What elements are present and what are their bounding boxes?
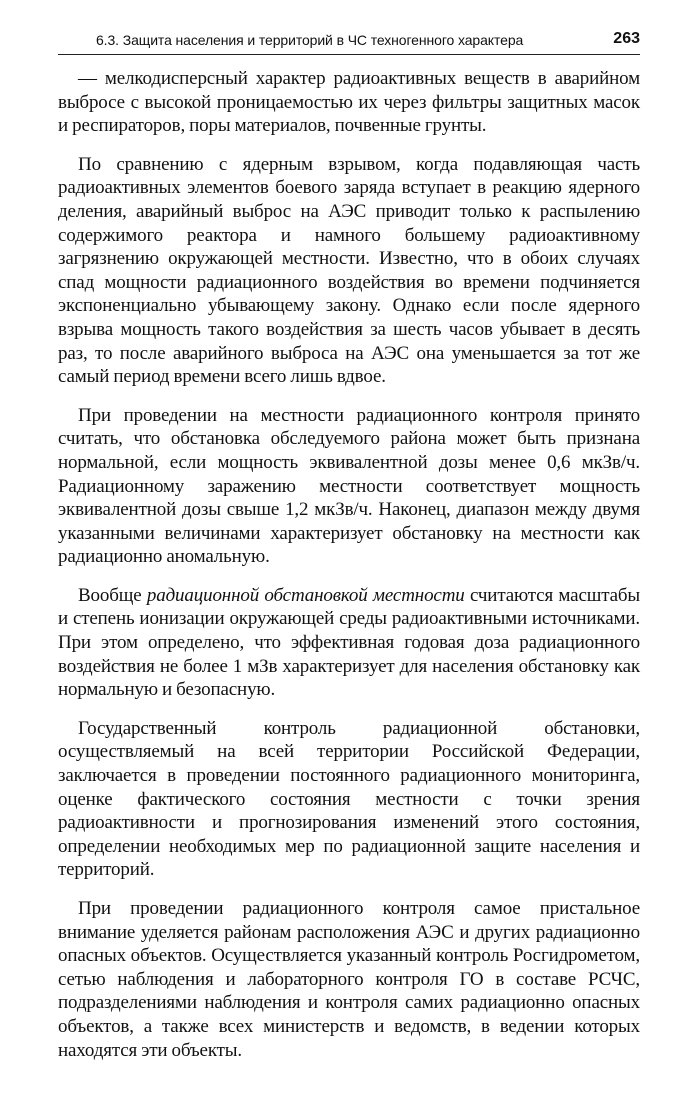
- paragraph-6: При проведении радиационного контроля самое пристальное внимание уделяется районам расположения АЭС и других радиационно опасных объектов. Осуществляется указанный контроль Росгидрометом, сетью наблюдения и лабораторного контроля ГО в составе РСЧС, подразделениями наблюдения и контроля самих радиационно опасных объектов, а также всех министерств и ведомств, в ведении которых находятся эти объекты.: [58, 898, 640, 1061]
- paragraph-4-lead: Вообще: [78, 584, 147, 606]
- paragraph-4: [58, 584, 640, 702]
- paragraph-1: — мелкодисперсный характер радиоактивных веществ в аварийном выбросе с высокой проницаемостью их через фильтры защитных масок и респираторов, поры материалов, почвенные грунты.: [58, 68, 640, 137]
- paragraph-5: Государственный контроль радиационной обстановки, осуществляемый на всей территории Российской Федерации, заключается в проведении постоянного радиационного мониторинга, оценке фактического состояния местности с точки зрения радиоактивности и прогнозирования изменений этого состояния, определении необходимых мер по радиационной защите населения и территорий.: [58, 717, 640, 881]
- term-radiation-situation: радиационной обстановкой местности: [146, 584, 465, 606]
- running-header: [58, 26, 640, 55]
- body-text: [58, 67, 640, 1062]
- paragraph-3: При проведении на местности радиационного контроля принято считать, что обстановка обследуемого района может быть признана нормальной, если мощность эквивалентной дозы менее 0,6 мкЗв/ч. Радиационному заражению местности соответствует мощность эквивалентной дозы свыше 1,2 мкЗв/ч. Наконец, диапазон между двумя указанными величинами характеризует обстановку на местности как радиационно аномальную.: [58, 404, 640, 568]
- book-page: [58, 26, 640, 1077]
- paragraph-2: По сравнению с ядерным взрывом, когда подавляющая часть радиоактивных элементов боевого заряда вступает в реакцию ядерного деления, аварийный выброс на АЭС приводит только к распылению содержимого реактора и намного большему радиоактивному загрязнению окружающей местности. Известно, что в обоих случаях спад мощности радиационного воздействия во времени подчиняется экспоненциально убывающему закону. Однако если после ядерного взрыва мощность такого воздействия за шесть часов убывает в десять раз, то после аварийного выброса на АЭС она уменьшается за тот же самый период времени всего лишь вдвое.: [58, 153, 640, 388]
- paragraph-4-rest: считаются масштабы и степень ионизации окружающей среды радиоактивными источниками. При этом определено, что эффективная годовая доза радиационного воздействия не более 1 мЗв характеризует для населения обстановку как нормальную и безопасную.: [58, 584, 641, 701]
- page-number: 263: [613, 30, 640, 47]
- section-title: 6.3. Защита населения и территорий в ЧС техногенного характера: [96, 32, 524, 48]
